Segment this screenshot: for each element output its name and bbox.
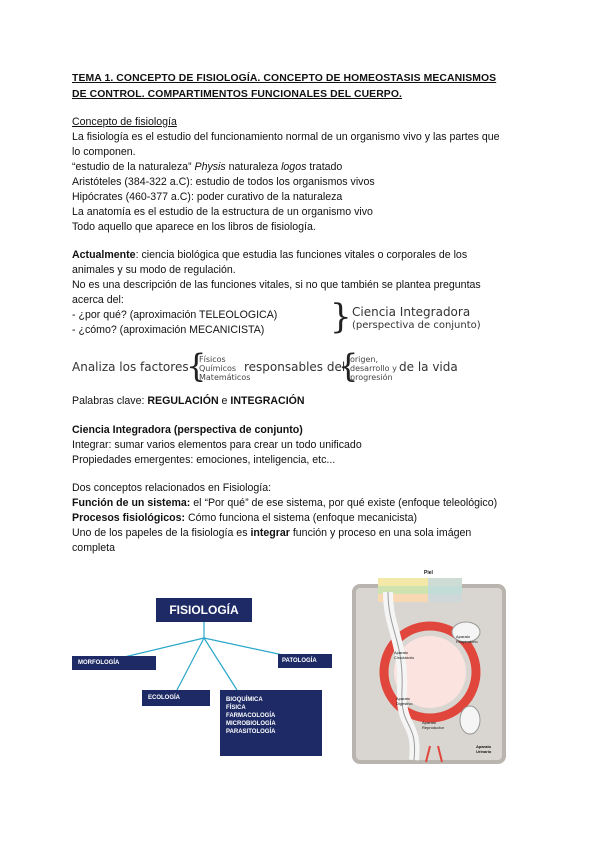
para-dos-conceptos: Dos conceptos relacionados en Fisiología: (72, 482, 272, 494)
box-subjects (220, 690, 322, 756)
brace-right-icon: { (338, 347, 359, 385)
box-patologia: PATOLOGÍA (278, 654, 332, 668)
annotation-ciencia-integradora: Ciencia Integradora (352, 305, 471, 319)
para-funcion: Función de un sistema: el “Por qué” de ese sistema, por qué existe (enfoque teleológico) (72, 497, 498, 509)
para-definicion-2: lo componen. (72, 146, 136, 158)
factor-matematicos: Matemáticos (199, 373, 251, 382)
para-aristoteles: Aristóteles (384-322 a.C): estudio de todos los organismos vivos (72, 176, 375, 188)
list-item-mecanicista: - ¿cómo? (aproximación MECANICISTA) (72, 324, 265, 336)
annotation-perspectiva: (perspectiva de conjunto) (352, 320, 481, 331)
target-progresion: progresión (350, 373, 393, 382)
palabras-clave: Palabras clave: REGULACIÓN e INTEGRACIÓN (72, 395, 305, 407)
body-systems-figure (348, 570, 510, 766)
para-descripcion: No es una descripción de las funciones vitales, si no que también se plantea preguntas (72, 279, 481, 291)
para-integrar: Integrar: sumar varios elementos para crear un todo unificado (72, 439, 362, 451)
connector-ecologia (177, 638, 204, 690)
para-actualmente-2: animales y su modo de regulación. (72, 264, 236, 276)
factor-fisicos: Físicos (199, 355, 226, 364)
brace-left-icon: { (186, 347, 207, 385)
para-completa: completa (72, 542, 115, 554)
label-digestivo: Aparato Digestivo (396, 696, 413, 706)
para-anatomia: La anatomía es el estudio de la estructura de un organismo vivo (72, 206, 373, 218)
analiza-tail: de la vida (399, 360, 458, 374)
label-reproductor: Aparato Reproductor (422, 720, 445, 730)
box-ecologia: ECOLOGÍA (142, 690, 210, 706)
subject-bioquimica: BIOQUÍMICA (226, 697, 263, 703)
para-procesos: Procesos fisiológicos: Cómo funciona el sistema (enfoque mecanicista) (72, 512, 418, 524)
label-circulatorio: Aparato Circulatorio (394, 650, 415, 660)
analiza-lead: Analiza los factores (72, 360, 189, 374)
box-morfologia: MORFOLOGÍA (72, 656, 156, 670)
para-actualmente: Actualmente: ciencia biológica que estudia las funciones vitales o corporales de los (72, 249, 468, 261)
target-origen: origen, (350, 355, 379, 364)
subject-fisica: FÍSICA (226, 705, 246, 711)
para-hipocrates: Hipócrates (460-377 a.C): poder curativo de la naturaleza (72, 191, 343, 203)
label-respiratorio: Aparato Respiratorio (456, 634, 478, 644)
subject-parasitologia: PARASITOLOGÍA (226, 729, 276, 735)
box-fisiologia: FISIOLOGÍA (156, 598, 252, 622)
body-systems-drawing (348, 570, 510, 766)
para-definicion-1: La fisiología es el estudio del funcionamiento normal de un organismo vivo y las partes que (72, 131, 500, 143)
factor-quimicos: Químicos (199, 364, 237, 373)
para-etimologia: “estudio de la naturaleza” Physis naturaleza logos tratado (72, 161, 343, 173)
doc-title-line-2: DE CONTROL. COMPARTIMENTOS FUNCIONALES DEL CUERPO. (72, 89, 403, 100)
label-piel: Piel (424, 570, 433, 576)
list-item-teleologica: - ¿por qué? (aproximación TELEOLOGICA) (72, 309, 278, 321)
fisiologia-diagram (72, 590, 332, 770)
para-acerca: acerca del: (72, 294, 124, 306)
section-heading-concepto: Concepto de fisiología (72, 116, 177, 128)
section-heading-integradora: Ciencia Integradora (perspectiva de conjunto) (72, 424, 303, 436)
env-band-4 (428, 578, 462, 602)
subject-microbiologia: MICROBIOLOGÍA (226, 721, 276, 727)
connector-subjects (204, 638, 237, 690)
para-propiedades: Propiedades emergentes: emociones, inteligencia, etc... (72, 454, 336, 466)
kidneys (460, 706, 480, 734)
label-urinario: Aparato Urinario (476, 744, 492, 754)
subject-farmacologia: FARMACOLOGÍA (226, 713, 276, 719)
target-desarrollo: desarrollo y (350, 364, 397, 373)
brace-icon: } (330, 297, 352, 337)
analiza-middle: responsables del (244, 360, 346, 374)
para-libros: Todo aquello que aparece en los libros de fisiología. (72, 221, 316, 233)
doc-title-line-1: TEMA 1. CONCEPTO DE FISIOLOGÍA. CONCEPTO DE HOMEOSTASIS MECANISMOS (72, 73, 497, 84)
para-integrar-papel: Uno de los papeles de la fisiología es integrar función y proceso en una sola imágen (72, 527, 472, 539)
